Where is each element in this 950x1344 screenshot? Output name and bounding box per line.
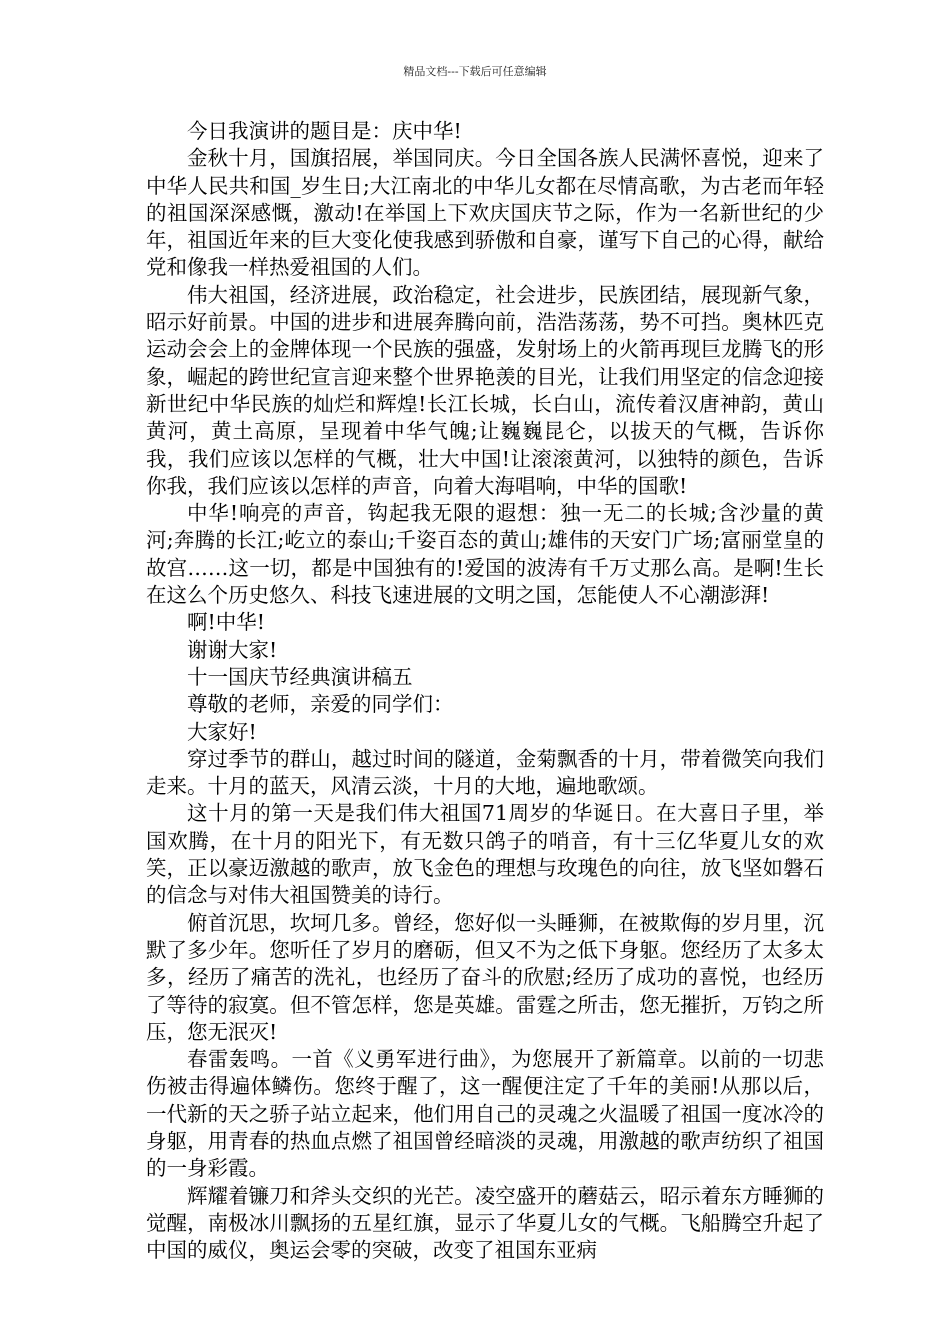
section-heading: 十一国庆节经典演讲稿五 <box>187 664 413 689</box>
paragraph-title: 今日我演讲的题目是：庆中华! <box>187 119 462 143</box>
paragraph: 伟大祖国，经济进展，政治稳定，社会进步，民族团结，展现新气象，昭示好前景。中国的进步和进展奔腾向前，浩浩荡荡，势不可挡。奥林匹克运动会会上的金牌体现一个民族的强盛，发射场上的火箭再现巨龙腾飞的形象，崛起的跨世纪宣言迎来整个世界艳羡的目光，让我们用坚定的信念迎接新世纪中华民族的灿烂和辉煌!长江长城，长白山，流传着汉唐神韵，黄山黄河，黄土高原，呈现着中华气魄;让巍巍昆仑，以拔天的气概，告诉你我，我们应该以怎样的气概，壮大中国!让滚滚黄河，以独特的颜色，告诉你我，我们应该以怎样的声音，向着大海唱响，中华的国歌! <box>146 282 824 498</box>
paragraph: 穿过季节的群山，越过时间的隧道，金菊飘香的十月，带着微笑向我们走来。十月的蓝天，风清云淡，十月的大地，遍地歌颂。 <box>146 746 824 799</box>
paragraph: 辉耀着镰刀和斧头交织的光芒。凌空盛开的蘑菇云，昭示着东方睡狮的觉醒，南极冰川飘扬的五星红旗，显示了华夏儿女的气概。飞船腾空升起了中国的威仪，奥运会零的突破，改变了祖国东亚病 <box>146 1183 824 1263</box>
paragraph: 谢谢大家! <box>187 637 278 662</box>
paragraph: 春雷轰鸣。一首《义勇军进行曲》，为您展开了新篇章。以前的一切悲伤被击得遍体鳞伤。您终于醒了，这一醒便注定了千年的美丽!从那以后，一代新的天之骄子站立起来，他们用自己的灵魂之火温暖了祖国一度冰冷的身躯，用青春的热血点燃了祖国曾经暗淡的灵魂，用激越的歌声纺织了祖国的一身彩霞。 <box>146 1047 824 1181</box>
paragraph: 啊!中华! <box>187 610 265 635</box>
paragraph: 俯首沉思，坎坷几多。曾经，您好似一头睡狮，在被欺侮的岁月里，沉默了多少年。您听任了岁月的磨砺，但又不为之低下身躯。您经历了太多太多，经历了痛苦的洗礼，也经历了奋斗的欣慰;经历了成功的喜悦，也经历了等待的寂寞。但不管怎样，您是英雄。雷霆之所击，您无摧折，万钧之所压，您无泯灭! <box>146 910 824 1044</box>
paragraph: 金秋十月，国旗招展，举国同庆。今日全国各族人民满怀喜悦，迎来了中华人民共和国_岁生日;大江南北的中华儿女都在尽情高歌，为古老而年轻的祖国深深感慨，激动!在举国上下欢庆国庆节之际，作为一名新世纪的少年，祖国近年来的巨大变化使我感到骄傲和自豪，谨写下自己的心得，献给党和像我一样热爱祖国的人们。 <box>146 146 824 280</box>
paragraph: 这十月的第一天是我们伟大祖国71周岁的华诞日。在大喜日子里，举国欢腾，在十月的阳光下，有无数只鸽子的哨音，有十三亿华夏儿女的欢笑，正以豪迈激越的歌声，放飞金色的理想与玫瑰色的向往，放飞坚如磐石的信念与对伟大祖国赞美的诗行。 <box>146 801 824 908</box>
paragraph: 中华!响亮的声音，钩起我无限的遐想：独一无二的长城;含沙量的黄河;奔腾的长江;屹立的泰山;千姿百态的黄山;雄伟的天安门广场;富丽堂皇的故宫……这一切，都是中国独有的!爱国的波涛有千万丈那么高。是啊!生长在这么个历史悠久、科技飞速进展的文明之国，怎能使人不心潮澎湃! <box>146 501 824 608</box>
document-body <box>146 118 824 1264</box>
page-header: 精品文档---下载后可任意编辑 <box>403 65 547 78</box>
greeting: 大家好! <box>187 719 257 744</box>
salutation: 尊敬的老师，亲爱的同学们： <box>187 692 454 717</box>
